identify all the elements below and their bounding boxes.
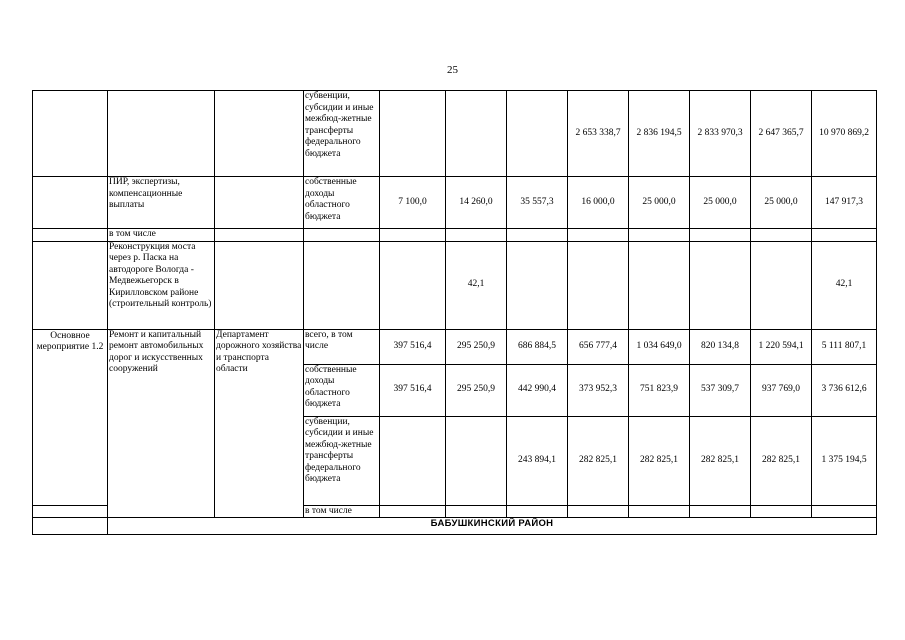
value-cell: 14 260,0 — [446, 177, 507, 229]
table-cell — [568, 229, 629, 242]
funding-source-cell: всего, в том числе — [304, 329, 380, 364]
value-cell — [446, 91, 507, 177]
table-cell — [812, 505, 877, 518]
value-cell: 397 516,4 — [380, 329, 446, 364]
value-cell: 295 250,9 — [446, 364, 507, 416]
value-cell: 7 100,0 — [380, 177, 446, 229]
value-cell: 373 952,3 — [568, 364, 629, 416]
activity-name-cell: ПИР, экспертизы, компенсационные выплаты — [108, 177, 215, 229]
table-cell — [507, 505, 568, 518]
table-cell — [215, 229, 304, 242]
table-cell — [690, 229, 751, 242]
table-cell — [446, 229, 507, 242]
value-cell: 751 823,9 — [629, 364, 690, 416]
table-cell — [215, 177, 304, 229]
value-cell — [380, 91, 446, 177]
value-cell — [507, 241, 568, 329]
funding-source-cell: собственные доходы областного бюджета — [304, 364, 380, 416]
value-cell: 656 777,4 — [568, 329, 629, 364]
table-row — [33, 91, 877, 177]
value-cell: 2 653 338,7 — [568, 91, 629, 177]
value-cell: 2 647 365,7 — [751, 91, 812, 177]
value-cell: 295 250,9 — [446, 329, 507, 364]
budget-table — [32, 90, 877, 535]
table-cell — [33, 241, 108, 329]
value-cell: 1 034 649,0 — [629, 329, 690, 364]
page-number: 25 — [447, 64, 458, 76]
table-cell — [380, 505, 446, 518]
value-cell: 820 134,8 — [690, 329, 751, 364]
value-cell: 282 825,1 — [568, 416, 629, 505]
value-cell — [751, 241, 812, 329]
value-cell — [380, 416, 446, 505]
activity-name-cell: Реконструкция моста через р. Паска на автодороге Вологда - Медвежьегорск в Кирилловском районе (строительный контроль) — [108, 241, 215, 329]
value-cell — [690, 241, 751, 329]
value-cell: 35 557,3 — [507, 177, 568, 229]
table-cell — [33, 505, 108, 518]
value-cell: 686 884,5 — [507, 329, 568, 364]
value-cell — [568, 241, 629, 329]
value-cell: 397 516,4 — [380, 364, 446, 416]
table-cell — [629, 229, 690, 242]
value-cell: 442 990,4 — [507, 364, 568, 416]
value-cell: 282 825,1 — [629, 416, 690, 505]
table-cell — [380, 229, 446, 242]
table-cell — [812, 229, 877, 242]
activity-name-cell: Ремонт и капитальный ремонт автомобильных дорог и искусственных сооружений — [108, 329, 215, 518]
table-cell — [304, 229, 380, 242]
value-cell: 1 220 594,1 — [751, 329, 812, 364]
table-cell — [568, 505, 629, 518]
value-cell: 282 825,1 — [751, 416, 812, 505]
value-cell: 2 833 970,3 — [690, 91, 751, 177]
table-cell — [507, 229, 568, 242]
funding-source-cell — [304, 241, 380, 329]
table-cell — [33, 177, 108, 229]
value-cell — [446, 416, 507, 505]
funding-source-cell: субвенции, субсидии и иные межбюд-жетные трансферты федерального бюджета — [304, 91, 380, 177]
district-header: БАБУШКИНСКИЙ РАЙОН — [108, 518, 877, 535]
total-cell: 42,1 — [812, 241, 877, 329]
value-cell — [629, 241, 690, 329]
value-cell: 25 000,0 — [751, 177, 812, 229]
value-cell: 42,1 — [446, 241, 507, 329]
table-row — [33, 177, 877, 229]
total-cell: 5 111 807,1 — [812, 329, 877, 364]
executor-cell: Департамент дорожного хозяйства и транспорта области — [215, 329, 304, 518]
table-cell — [690, 505, 751, 518]
value-cell: 16 000,0 — [568, 177, 629, 229]
total-cell: 10 970 869,2 — [812, 91, 877, 177]
value-cell — [380, 241, 446, 329]
total-cell: 147 917,3 — [812, 177, 877, 229]
in-that-number-label: в том числе — [108, 229, 215, 242]
total-cell: 3 736 612,6 — [812, 364, 877, 416]
table-cell — [33, 229, 108, 242]
value-cell: 537 309,7 — [690, 364, 751, 416]
value-cell: 2 836 194,5 — [629, 91, 690, 177]
total-cell: 1 375 194,5 — [812, 416, 877, 505]
value-cell — [507, 91, 568, 177]
value-cell: 243 894,1 — [507, 416, 568, 505]
table-cell — [629, 505, 690, 518]
table-cell — [446, 505, 507, 518]
table-cell — [751, 505, 812, 518]
value-cell: 937 769,0 — [751, 364, 812, 416]
table-cell — [33, 91, 108, 177]
funding-source-cell: собственные доходы областного бюджета — [304, 177, 380, 229]
value-cell: 282 825,1 — [690, 416, 751, 505]
table-row — [33, 518, 877, 535]
table-row — [33, 329, 877, 364]
table-cell — [215, 241, 304, 329]
in-that-number-label: в том числе — [304, 505, 380, 518]
value-cell: 25 000,0 — [629, 177, 690, 229]
table-row — [33, 229, 877, 242]
table-cell — [108, 91, 215, 177]
funding-source-cell: субвенции, субсидии и иные межбюд-жетные трансферты федерального бюджета — [304, 416, 380, 505]
table-row — [33, 241, 877, 329]
table-cell — [215, 91, 304, 177]
table-cell — [33, 518, 108, 535]
value-cell: 25 000,0 — [690, 177, 751, 229]
activity-code-cell: Основное мероприятие 1.2 — [33, 329, 108, 505]
table-cell — [751, 229, 812, 242]
